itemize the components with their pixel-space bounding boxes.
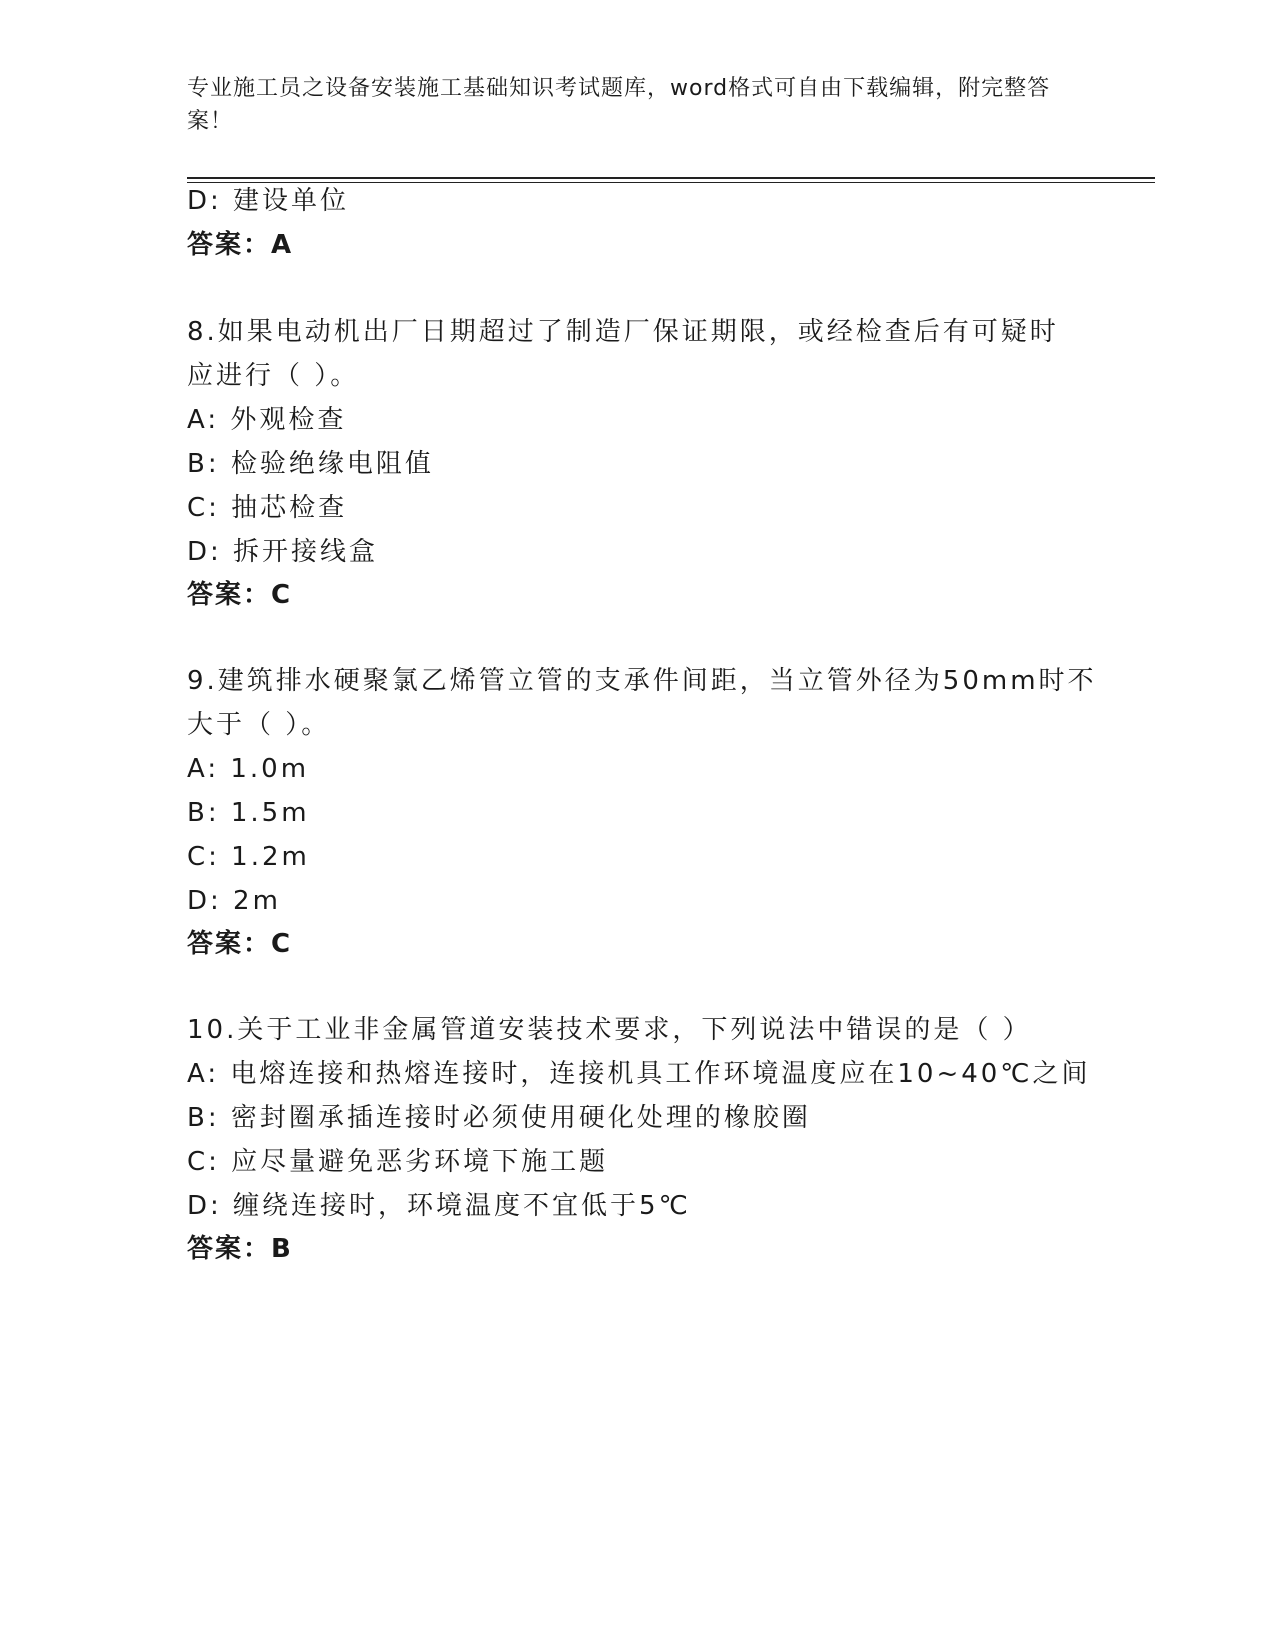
q10-answer: 答案：B <box>187 1234 293 1264</box>
q10-option-c: C: 应尽量避免恶劣环境下施工题 <box>187 1147 609 1177</box>
q8-stem-line1: 8.如果电动机出厂日期超过了制造厂保证期限，或经检查后有可疑时 <box>187 317 1059 347</box>
q8-option-b: B: 检验绝缘电阻值 <box>187 449 434 479</box>
q9-option-b: B: 1.5m <box>187 798 310 828</box>
q10-option-b: B: 密封圈承插连接时必须使用硬化处理的橡胶圈 <box>187 1103 811 1133</box>
header-divider-thick <box>187 177 1155 179</box>
q10-option-d: D: 缠绕连接时，环境温度不宜低于5℃ <box>187 1191 691 1221</box>
prev-question-option-d: D: 建设单位 <box>187 186 350 216</box>
q9-stem-line2: 大于（ ）。 <box>187 710 331 740</box>
q10-stem-line1: 10.关于工业非金属管道安装技术要求，下列说法中错误的是（ ） <box>187 1015 1032 1045</box>
q8-option-c: C: 抽芯检查 <box>187 493 348 523</box>
q8-option-d: D: 拆开接线盒 <box>187 537 379 567</box>
q10-option-a: A: 电熔连接和热熔连接时，连接机具工作环境温度应在10~40℃之间 <box>187 1059 1091 1089</box>
prev-question-answer: 答案：A <box>187 230 294 260</box>
q9-option-d: D: 2m <box>187 886 281 916</box>
header-divider-thin <box>187 182 1155 183</box>
document-header: 专业施工员之设备安装施工基础知识考试题库，word格式可自由下载编辑，附完整答案！ <box>187 76 1051 134</box>
q9-option-a: A: 1.0m <box>187 754 310 784</box>
q8-option-a: A: 外观检查 <box>187 405 347 435</box>
q9-answer: 答案：C <box>187 929 293 959</box>
q9-stem-line1: 9.建筑排水硬聚氯乙烯管立管的支承件间距，当立管外径为50mm时不 <box>187 666 1097 696</box>
q9-option-c: C: 1.2m <box>187 842 310 872</box>
q8-answer: 答案：C <box>187 580 293 610</box>
q8-stem-line2: 应进行（ ）。 <box>187 361 360 391</box>
